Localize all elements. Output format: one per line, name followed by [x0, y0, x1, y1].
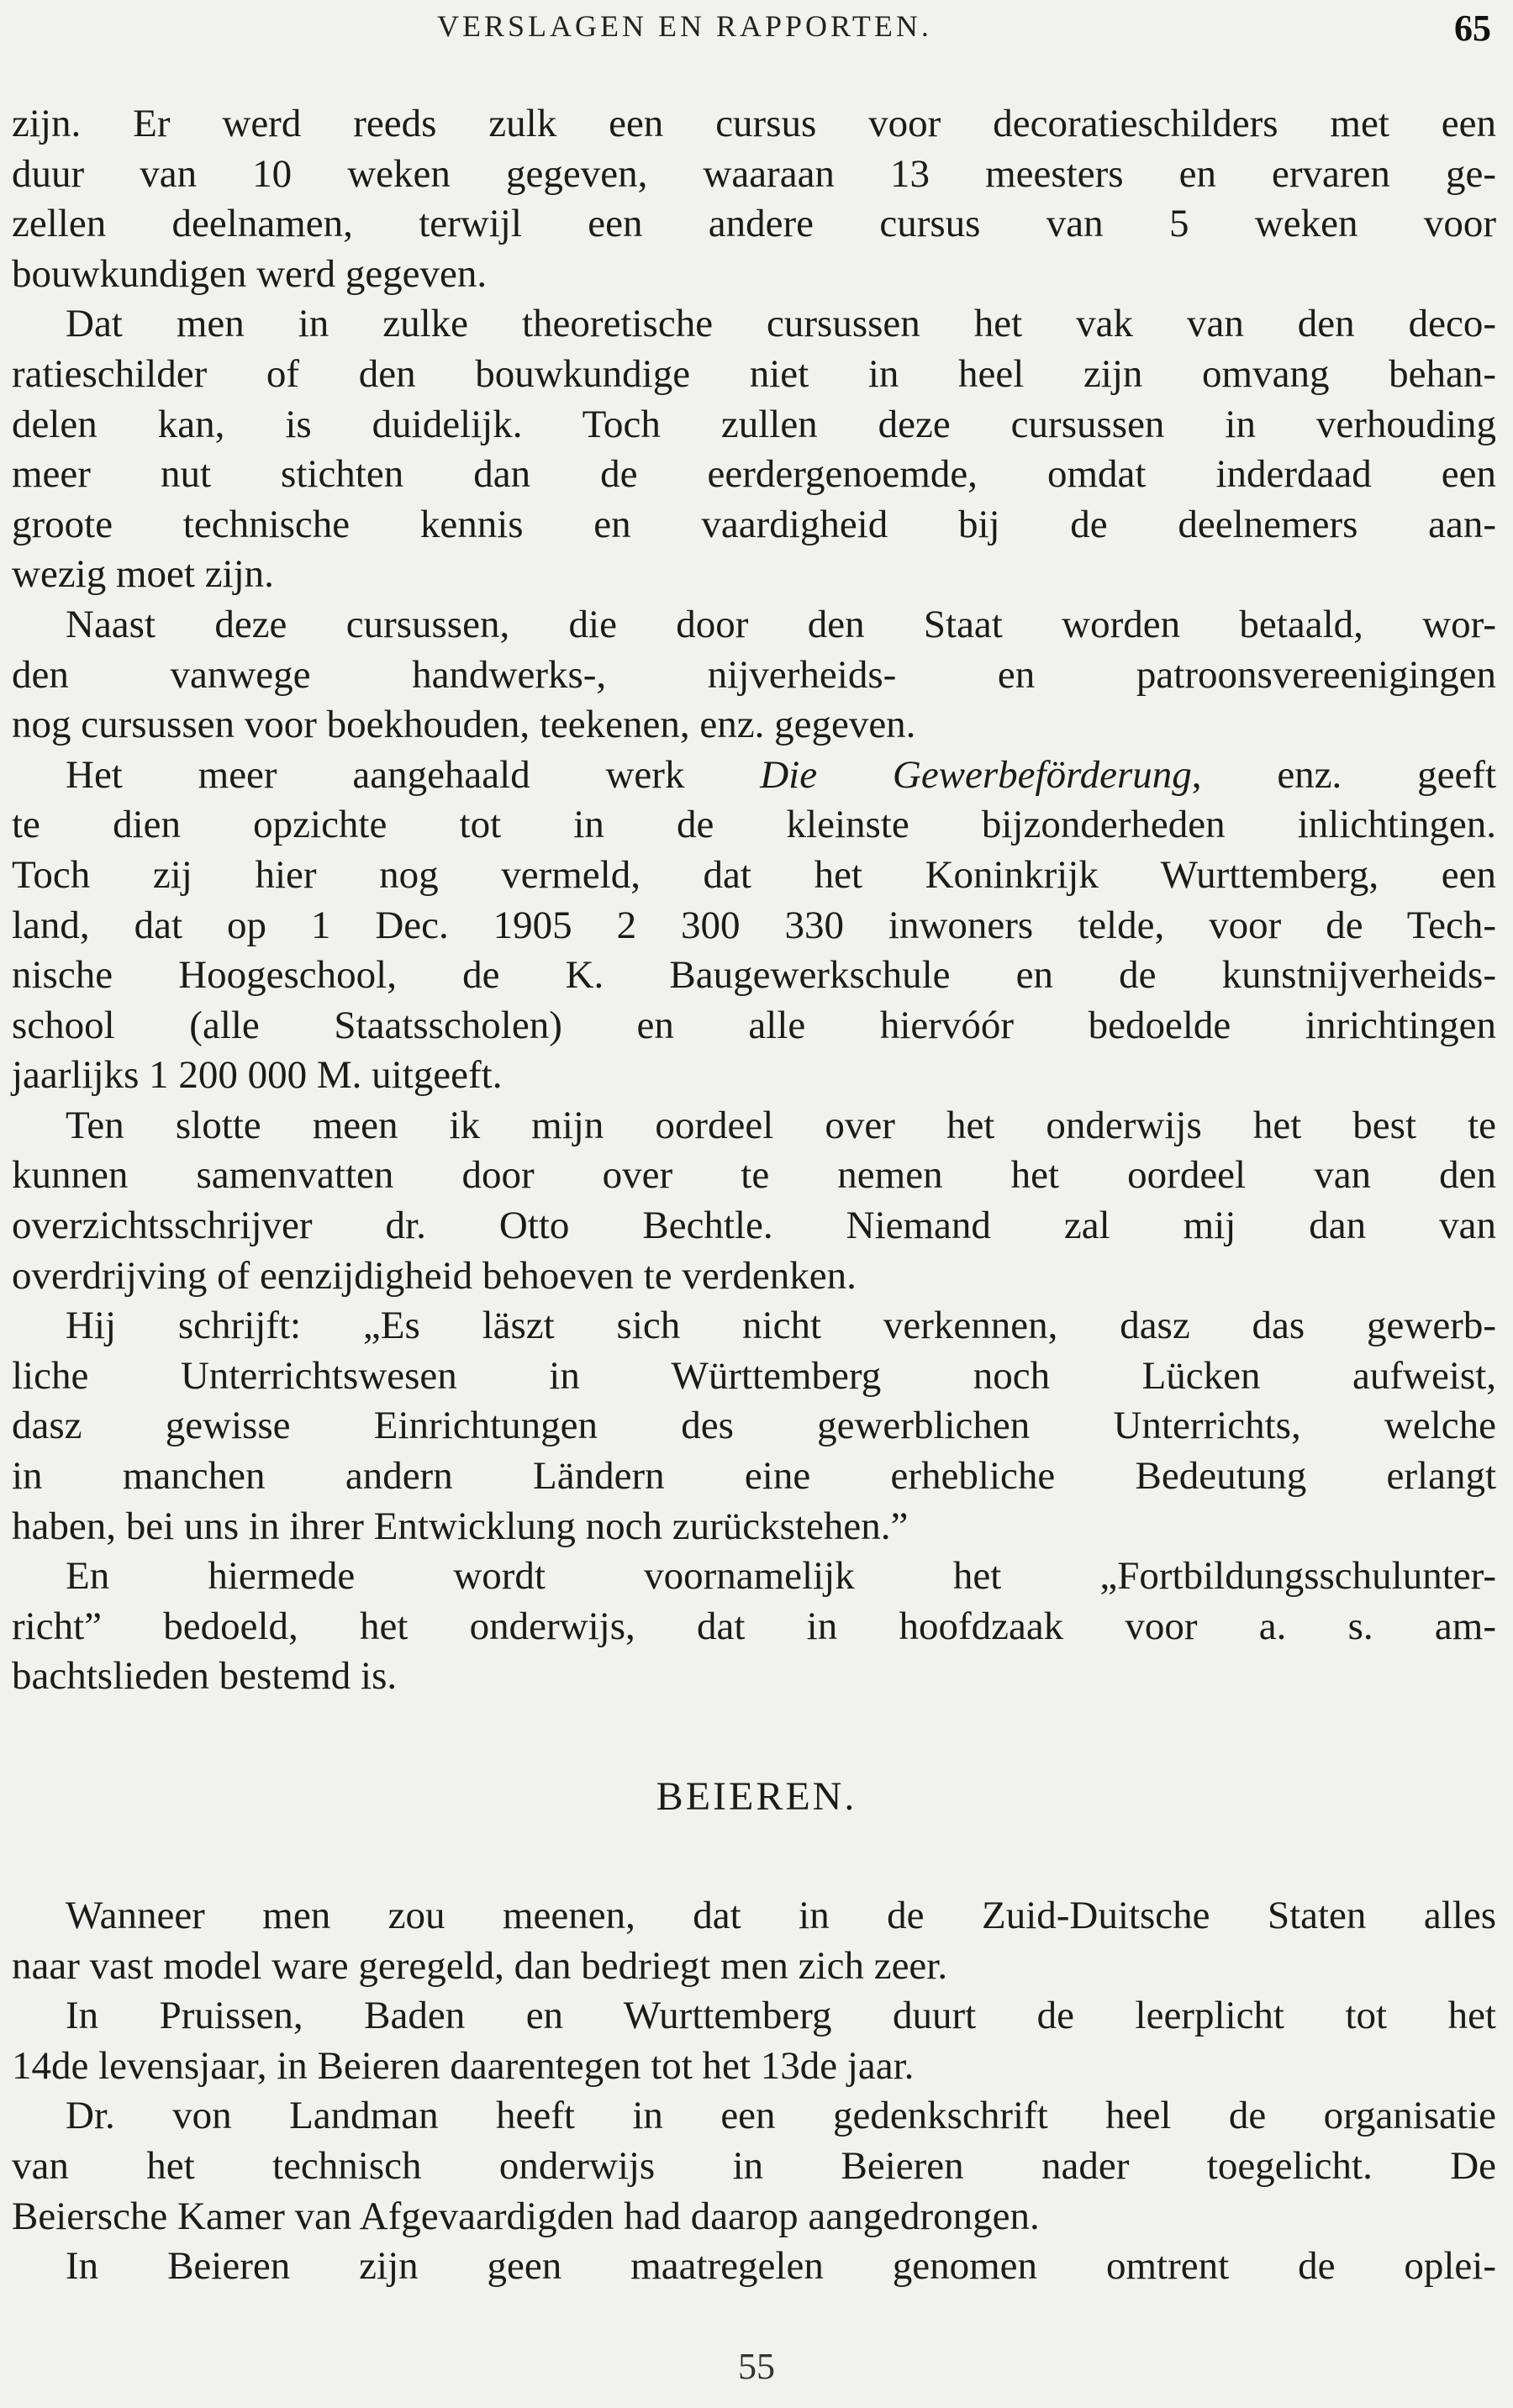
text-line: Dat men in zulke theoretische cursussen het vak van den deco- — [66, 302, 1496, 346]
text-line: In Beieren zijn geen maatregelen genomen omtrent de oplei- — [66, 2244, 1496, 2289]
text-line: En hiermede wordt voornamelijk het „Fortbildungsschulunter- — [66, 1554, 1496, 1599]
text-line: bachtslieden bestemd is. — [12, 1654, 398, 1699]
body-text-bottom — [12, 1891, 1496, 2292]
text-line: school (alle Staatsscholen) en alle hiervóór bedoelde inrichtingen — [12, 1003, 1496, 1047]
running-title: VERSLAGEN EN RAPPORTEN. — [437, 9, 932, 43]
text-line: nog cursussen voor boekhouden, teekenen, enz. gegeven. — [12, 703, 916, 747]
text-line: wezig moet zijn. — [12, 552, 274, 597]
text-line: in manchen andern Ländern eine erhebliche Bedeutung erlangt — [12, 1454, 1496, 1499]
text-line: delen kan, is duidelijk. Toch zullen deze cursussen in verhouding — [12, 402, 1496, 446]
body-text-top — [12, 99, 1496, 1702]
text-line: bouwkundigen werd gegeven. — [12, 251, 488, 296]
text-line: richt” bedoeld, het onderwijs, dat in hoofdzaak voor a. s. am- — [12, 1604, 1496, 1648]
text-line: land, dat op 1 Dec. 1905 2 300 330 inwoners telde, voor de Tech- — [12, 903, 1496, 947]
section-heading: BEIEREN. — [656, 1774, 857, 1819]
text-line: groote technische kennis en vaardigheid bij de deelnemers aan- — [12, 502, 1496, 546]
text-line: van het technisch onderwijs in Beieren nader toegelicht. De — [12, 2143, 1496, 2188]
text-line: In Pruissen, Baden en Wurttemberg duurt de leerplicht tot het — [66, 1994, 1496, 2038]
text-line: duur van 10 weken gegeven, waaraan 13 meesters en ervaren ge- — [12, 151, 1496, 196]
text-line: nische Hoogeschool, de K. Baugewerkschule en de kunstnijverheids- — [12, 953, 1496, 998]
text-line: Wanneer men zou meenen, dat in de Zuid-Duitsche Staten alles — [66, 1894, 1496, 1937]
text-line: kunnen samenvatten door over te nemen het oordeel van den — [12, 1153, 1496, 1198]
text-line: den vanwege handwerks-, nijverheids- en patroonsvereenigingen — [12, 652, 1496, 697]
text-line: zellen deelnamen, terwijl een andere cursus van 5 weken voor — [12, 202, 1496, 246]
text-line: te dien opzichte tot in de kleinste bijzonderheden inlichtingen. — [12, 803, 1496, 847]
text-line: Naast deze cursussen, die door den Staat worden betaald, wor- — [66, 602, 1496, 646]
text-line: meer nut stichten dan de eerdergenoemde, omdat inderdaad een — [12, 452, 1496, 497]
text-line: overdrijving of eenzijdigheid behoeven te verdenken. — [12, 1253, 857, 1298]
text-line: zijn. Er werd reeds zulk een cursus voor decoratieschilders met een — [12, 102, 1496, 145]
signature-number: 55 — [738, 2346, 775, 2387]
book-title: Die Gewerbeförderung — [760, 752, 1192, 797]
text-line: overzichtsschrijver dr. Otto Bechtle. Niemand zal mij dan van — [12, 1204, 1496, 1248]
text-line: Beiersche Kamer van Afgevaardigden had daarop aangedrongen. — [12, 2194, 1040, 2238]
text-line: 14de levensjaar, in Beieren daarentegen tot het 13de jaar. — [12, 2043, 915, 2088]
text-line: Het meer aangehaald werk Die Gewerbeförderung, enz. geeft — [66, 752, 1497, 797]
text-line: jaarlijks 1 200 000 M. uitgeeft. — [12, 1053, 503, 1098]
page-number: 65 — [1454, 8, 1491, 49]
text-line: Hij schrijft: „Es läszt sich nicht verkennen, dasz das gewerb- — [66, 1304, 1496, 1348]
text-line: dasz gewisse Einrichtungen des gewerblichen Unterrichts, welche — [12, 1404, 1496, 1448]
text-line: haben, bei uns in ihrer Entwicklung noch zurückstehen.” — [12, 1504, 909, 1548]
text-line: liche Unterrichtswesen in Württemberg noch Lücken aufweist, — [12, 1353, 1496, 1398]
text-line: Dr. von Landman heeft in een gedenkschrift heel de organisatie — [66, 2094, 1496, 2138]
text-line: naar vast model ware geregeld, dan bedriegt men zich zeer. — [12, 1943, 948, 1988]
text-line: ratieschilder of den bouwkundige niet in heel zijn omvang behan- — [12, 351, 1496, 396]
text-line: Ten slotte meen ik mijn oordeel over het onderwijs het best te — [66, 1103, 1496, 1147]
running-head — [0, 7, 1513, 49]
text-line: Toch zij hier nog vermeld, dat het Koninkrijk Wurttemberg, een — [12, 852, 1496, 897]
